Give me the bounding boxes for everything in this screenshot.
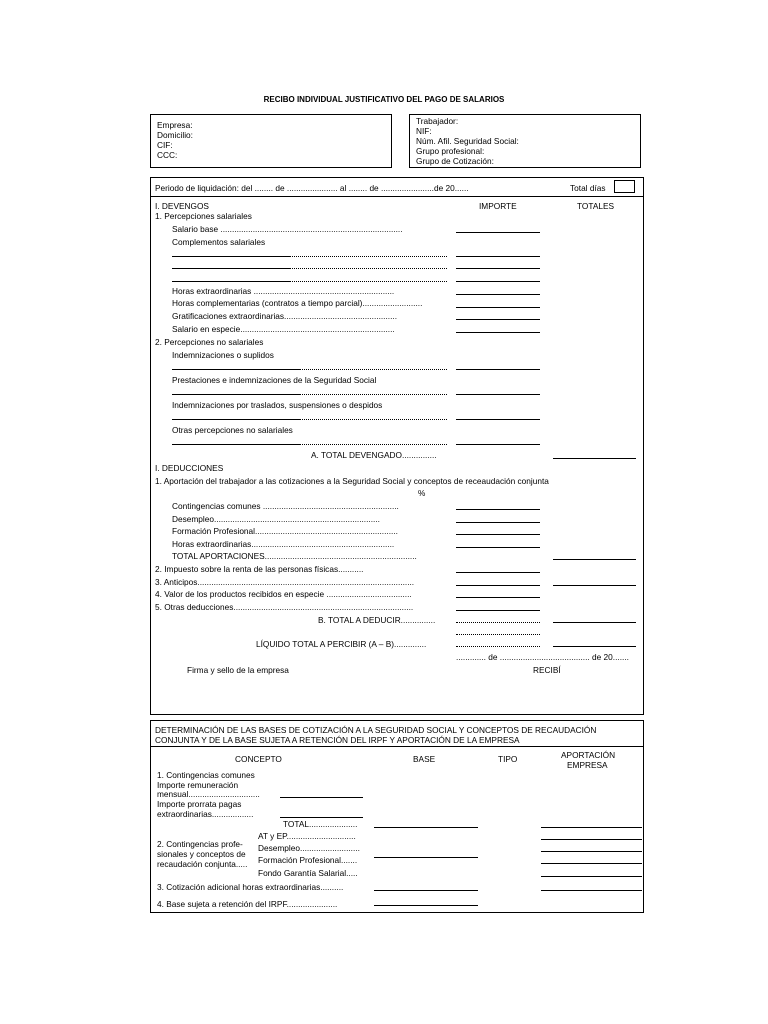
bases-total-base[interactable] bbox=[374, 827, 478, 828]
contingencias-profesionales-2: sionales y conceptos de bbox=[157, 849, 246, 859]
salario-base: Salario base ............................................................................... bbox=[172, 224, 403, 234]
col-concepto: CONCEPTO bbox=[235, 754, 282, 764]
salario-base-importe[interactable] bbox=[456, 232, 540, 233]
gratificaciones: Gratificaciones extraordinarias................................................. bbox=[172, 311, 398, 321]
bases-heading-2: CONJUNTA Y DE LA BASE SUJETA A RETENCIÓN DEL IRPF Y APORTACIÓN DE LA EMPRESA bbox=[155, 735, 520, 745]
prorrata-extraordinarias: extraordinarias.................. bbox=[157, 809, 254, 819]
total-devengado-total[interactable] bbox=[553, 458, 636, 459]
liquido-total: LÍQUIDO TOTAL A PERCIBIR (A – B).............. bbox=[256, 639, 427, 649]
grupo-cotizacion-label: Grupo de Cotización: bbox=[416, 156, 494, 166]
ccc-label: CCC: bbox=[157, 150, 178, 160]
horas-complementarias-importe[interactable] bbox=[456, 307, 540, 308]
horas-extraordinarias-importe[interactable] bbox=[456, 294, 540, 295]
bases-heading-1: DETERMINACIÓN DE LAS BASES DE COTIZACIÓN A LA SEGURIDAD SOCIAL Y CONCEPTOS DE RECAUDACIÓN bbox=[155, 725, 597, 735]
at-ep: AT y EP.............................. bbox=[258, 831, 356, 841]
anticipos-importe[interactable] bbox=[456, 585, 540, 586]
at-ep-aportacion[interactable] bbox=[541, 839, 642, 840]
contingencias-comunes: Contingencias comunes ........................................................... bbox=[172, 501, 399, 511]
otras-percepciones-importe[interactable] bbox=[456, 444, 540, 445]
total-aportaciones: TOTAL APORTACIONES.................................................................. bbox=[172, 551, 417, 561]
complemento-line-1[interactable] bbox=[172, 256, 290, 257]
prestaciones-importe[interactable] bbox=[456, 394, 540, 395]
indemnizaciones-line[interactable] bbox=[172, 369, 299, 370]
total-dias-field[interactable] bbox=[614, 180, 635, 193]
contingencias-profesionales-base[interactable] bbox=[374, 857, 478, 858]
importe-header: IMPORTE bbox=[479, 201, 517, 211]
bases-total: TOTAL..................... bbox=[283, 819, 358, 829]
desempleo-aportacion[interactable] bbox=[541, 851, 642, 852]
contingencias-profesionales-1: 2. Contingencias profe- bbox=[157, 839, 243, 849]
bases-total-aportacion[interactable] bbox=[541, 827, 642, 828]
base-irpf-base[interactable] bbox=[374, 905, 478, 906]
otras-percepciones-line[interactable] bbox=[172, 444, 299, 445]
otras-deducciones-importe[interactable] bbox=[456, 610, 540, 611]
formacion-profesional: Formación Profesional.............................................................. bbox=[172, 526, 398, 536]
valor-productos-importe[interactable] bbox=[456, 597, 540, 598]
periodo-liquidacion: Periodo de liquidación: del ........ de ...................... al ........ de .......................de 20...... bbox=[155, 183, 469, 193]
total-aportaciones-total[interactable] bbox=[553, 559, 636, 560]
aportacion-trabajador: 1. Aportación del trabajador a las cotizaciones a la Seguridad Social y conceptos de receaudación conjunta bbox=[155, 476, 549, 486]
separator-dots bbox=[456, 634, 540, 635]
col-empresa: EMPRESA bbox=[567, 760, 608, 770]
devengos-heading: I. DEVENGOS bbox=[155, 201, 209, 211]
valor-productos-especie: 4. Valor de los productos recibidos en especie ..................................... bbox=[155, 589, 412, 599]
cotizacion-adicional-base[interactable] bbox=[374, 890, 478, 891]
porcentaje-header: % bbox=[418, 488, 426, 498]
complemento-dots-1 bbox=[290, 256, 447, 257]
prestaciones-ss: Prestaciones e indemnizaciones de la Seguridad Social bbox=[172, 375, 377, 385]
total-dias-label: Total días bbox=[570, 183, 606, 193]
complemento-importe-2[interactable] bbox=[456, 268, 540, 269]
importe-remuneracion-mensual: mensual............................... bbox=[157, 789, 260, 799]
total-deducir-total[interactable] bbox=[553, 622, 636, 623]
complementos-salariales: Complementos salariales bbox=[172, 237, 266, 247]
col-base: BASE bbox=[413, 754, 436, 764]
otras-percepciones-dots bbox=[299, 444, 447, 445]
base-irpf: 4. Base sujeta a retención del IRPF...................... bbox=[157, 899, 338, 909]
domicilio-label: Domicilio: bbox=[157, 130, 193, 140]
indemnizaciones-traslados: Indemnizaciones por traslados, suspensiones o despidos bbox=[172, 400, 383, 410]
desempleo: Desempleo........................................................................ bbox=[172, 514, 380, 524]
indemnizaciones-suplidos: Indemnizaciones o suplidos bbox=[172, 350, 274, 360]
document-title: RECIBO INDIVIDUAL JUSTIFICATIVO DEL PAGO DE SALARIOS bbox=[263, 95, 505, 104]
total-deducir-dots bbox=[456, 622, 540, 623]
fondo-garantia: Fondo Garantía Salarial..... bbox=[258, 868, 358, 878]
anticipos-total[interactable] bbox=[553, 585, 636, 586]
total-devengado: A. TOTAL DEVENGADO............... bbox=[311, 450, 437, 460]
periodo-divider bbox=[150, 196, 644, 197]
liquido-dots bbox=[456, 646, 540, 647]
liquido-total-field[interactable] bbox=[553, 646, 636, 647]
contingencias-importe[interactable] bbox=[456, 509, 540, 510]
fondo-garantia-aportacion[interactable] bbox=[541, 876, 642, 877]
trabajador-label: Trabajador: bbox=[416, 116, 459, 126]
traslados-dots bbox=[299, 419, 447, 420]
prorrata-line[interactable] bbox=[280, 817, 363, 818]
traslados-importe[interactable] bbox=[456, 419, 540, 420]
indemnizaciones-importe[interactable] bbox=[456, 369, 540, 370]
col-tipo: TIPO bbox=[498, 754, 518, 764]
afiliacion-label: Núm. Afil. Seguridad Social: bbox=[416, 136, 519, 146]
col-aportacion: APORTACIÓN bbox=[561, 750, 616, 760]
desempleo-base: Desempleo.......................... bbox=[258, 843, 360, 853]
bases-contingencias-comunes: 1. Contingencias comunes bbox=[157, 770, 255, 780]
remuneracion-line[interactable] bbox=[280, 797, 363, 798]
grupo-profesional-label: Grupo profesional: bbox=[416, 146, 485, 156]
cotizacion-adicional: 3. Cotización adicional horas extraordinarias.......... bbox=[157, 882, 344, 892]
formacion-base: Formación Profesional....... bbox=[258, 855, 358, 865]
fecha-recibo: ............. de ....................................... de 20....... bbox=[456, 652, 629, 662]
prestaciones-dots bbox=[299, 394, 447, 395]
anticipos: 3. Anticipos.............................................................................................. bbox=[155, 577, 415, 587]
salario-especie: Salario en especie................................................................... bbox=[172, 324, 395, 334]
bases-heading-divider bbox=[150, 746, 644, 747]
otras-percepciones: Otras percepciones no salariales bbox=[172, 425, 293, 435]
complemento-importe-1[interactable] bbox=[456, 256, 540, 257]
totales-header: TOTALES bbox=[577, 201, 615, 211]
otras-deducciones: 5. Otras deducciones.............................................................................. bbox=[155, 602, 414, 612]
importe-prorrata: Importe prorrata pagas bbox=[157, 799, 242, 809]
importe-remuneracion: Importe remuneración bbox=[157, 780, 239, 790]
contingencias-profesionales-3: recaudación conjunta..... bbox=[157, 859, 248, 869]
complemento-importe-3[interactable] bbox=[456, 281, 540, 282]
irpf-importe[interactable] bbox=[456, 572, 540, 573]
recibi: RECIBÍ bbox=[533, 665, 561, 675]
indemnizaciones-dots bbox=[299, 369, 447, 370]
prestaciones-line[interactable] bbox=[172, 394, 299, 395]
empresa-label: Empresa: bbox=[157, 120, 193, 130]
cif-label: CIF: bbox=[157, 140, 173, 150]
horas-extraordinarias: Horas extraordinarias ............................................................. bbox=[172, 286, 395, 296]
complemento-dots-3 bbox=[290, 281, 447, 282]
gratificaciones-importe[interactable] bbox=[456, 319, 540, 320]
horas-extraordinarias-deduccion: Horas extraordinarias.............................................................. bbox=[172, 539, 395, 549]
cotizacion-adicional-aportacion[interactable] bbox=[541, 890, 642, 891]
percepciones-salariales: 1. Percepciones salariales bbox=[155, 211, 252, 221]
complemento-dots-2 bbox=[290, 268, 447, 269]
complemento-line-2[interactable] bbox=[172, 268, 290, 269]
main-form-box bbox=[150, 177, 644, 715]
desempleo-importe[interactable] bbox=[456, 522, 540, 523]
firma-empresa: Firma y sello de la empresa bbox=[187, 665, 289, 675]
complemento-line-3[interactable] bbox=[172, 281, 290, 282]
deducciones-heading: I. DEDUCCIONES bbox=[155, 463, 224, 473]
salario-especie-importe[interactable] bbox=[456, 332, 540, 333]
total-a-deducir: B. TOTAL A DEDUCIR............... bbox=[318, 615, 436, 625]
percepciones-no-salariales: 2. Percepciones no salariales bbox=[155, 337, 264, 347]
formacion-aportacion[interactable] bbox=[541, 863, 642, 864]
irpf: 2. Impuesto sobre la renta de las personas físicas........... bbox=[155, 564, 364, 574]
traslados-line[interactable] bbox=[172, 419, 299, 420]
formacion-importe[interactable] bbox=[456, 534, 540, 535]
horas-complementarias: Horas complementarias (contratos a tiempo parcial).......................... bbox=[172, 298, 423, 308]
horas-deduccion-importe[interactable] bbox=[456, 547, 540, 548]
nif-label: NIF: bbox=[416, 126, 432, 136]
